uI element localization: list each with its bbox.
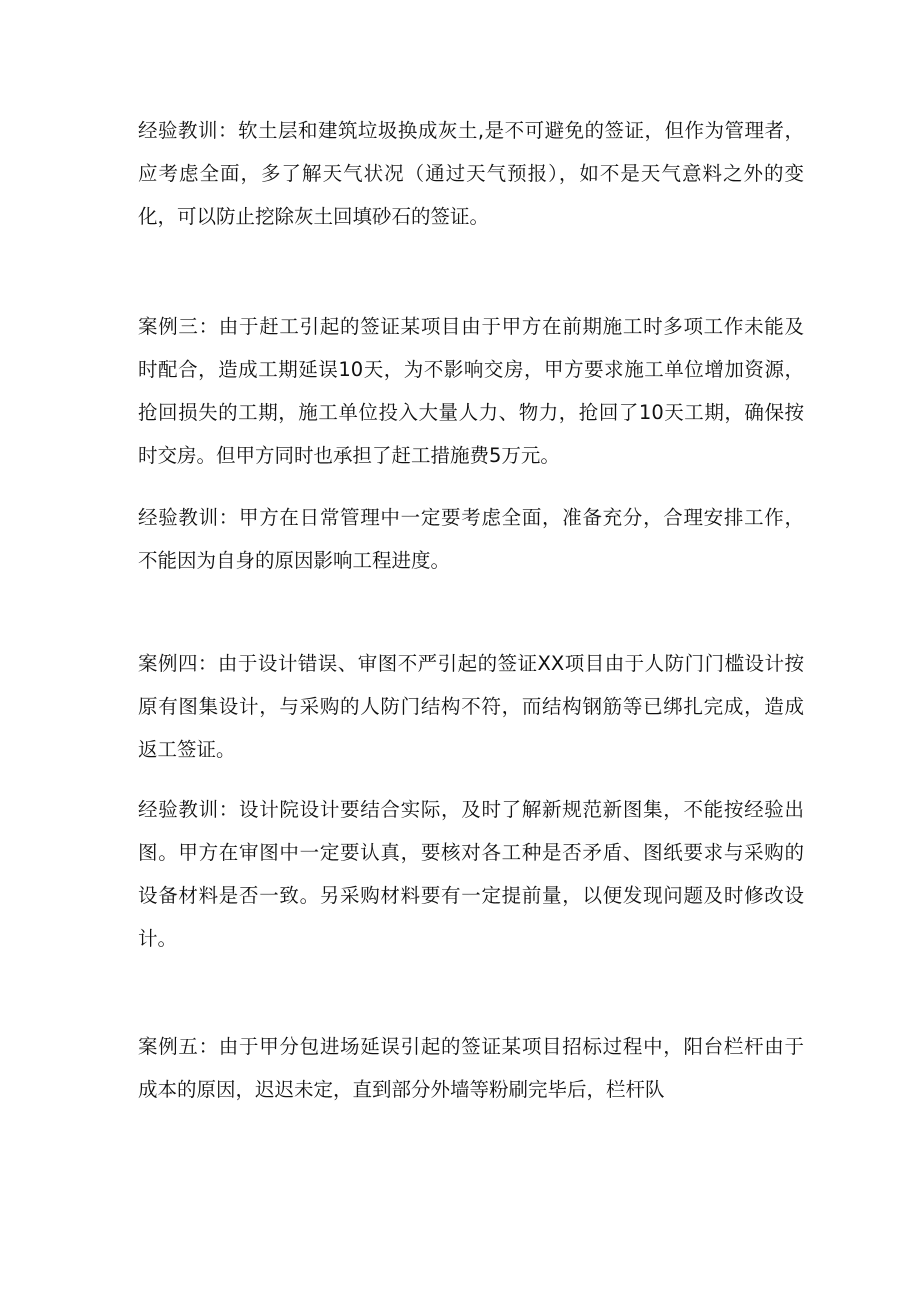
- text-line: 时配合，造成工期延误10天，为不影响交房，甲方要求施工单位增加资源，: [138, 358, 804, 381]
- text-line: 计。: [138, 927, 178, 950]
- text-line: 应考虑全面，多了解天气状况（通过天气预报），如不是天气意料之外的变: [138, 162, 804, 185]
- text-line: 返工签证。: [138, 738, 236, 761]
- text-line: 经验教训：甲方在日常管理中一定要考虑全面，准备充分，合理安排工作，: [138, 506, 804, 529]
- text-line: 化，可以防止挖除灰土回填砂石的签证。: [138, 205, 490, 228]
- text-line: 抢回损失的工期，施工单位投入大量人力、物力，抢回了10天工期，确保按: [138, 401, 804, 424]
- paragraph-case-5: [138, 1025, 804, 1111]
- paragraph-lesson-4: [138, 788, 804, 960]
- text-line: 原有图集设计，与采购的人防门结构不符，而结构钢筋等已绑扎完成，造成: [138, 695, 804, 718]
- text-line: 经验教训：设计院设计要结合实际，及时了解新规范新图集，不能按经验出: [138, 798, 804, 821]
- text-line: 不能因为自身的原因影响工程进度。: [138, 549, 451, 572]
- text-line: 时交房。但甲方同时也承担了赶工措施费5万元。: [138, 444, 560, 467]
- text-line: 案例四：由于设计错误、审图不严引起的签证XX项目由于人防门门槛设计按: [138, 652, 804, 675]
- text-line: 设备材料是否一致。另采购材料要有一定提前量，以便发现问题及时修改设: [138, 884, 804, 907]
- text-line: 案例三：由于赶工引起的签证某项目由于甲方在前期施工时多项工作未能及: [138, 315, 804, 338]
- text-line: 图。甲方在审图中一定要认真，要核对各工种是否矛盾、图纸要求与采购的: [138, 841, 804, 864]
- paragraph-lesson-3: [138, 496, 804, 582]
- paragraph-case-3: [138, 305, 804, 477]
- text-line: 案例五：由于甲分包进场延误引起的签证某项目招标过程中，阳台栏杆由于: [138, 1035, 804, 1058]
- text-line: 成本的原因，迟迟未定，直到部分外墙等粉刷完毕后，栏杆队: [138, 1078, 665, 1101]
- text-line: 经验教训：软土层和建筑垃圾换成灰土,是不可避免的签证，但作为管理者，: [138, 119, 804, 142]
- paragraph-case-4: [138, 642, 804, 771]
- paragraph-lesson-1: [138, 109, 804, 238]
